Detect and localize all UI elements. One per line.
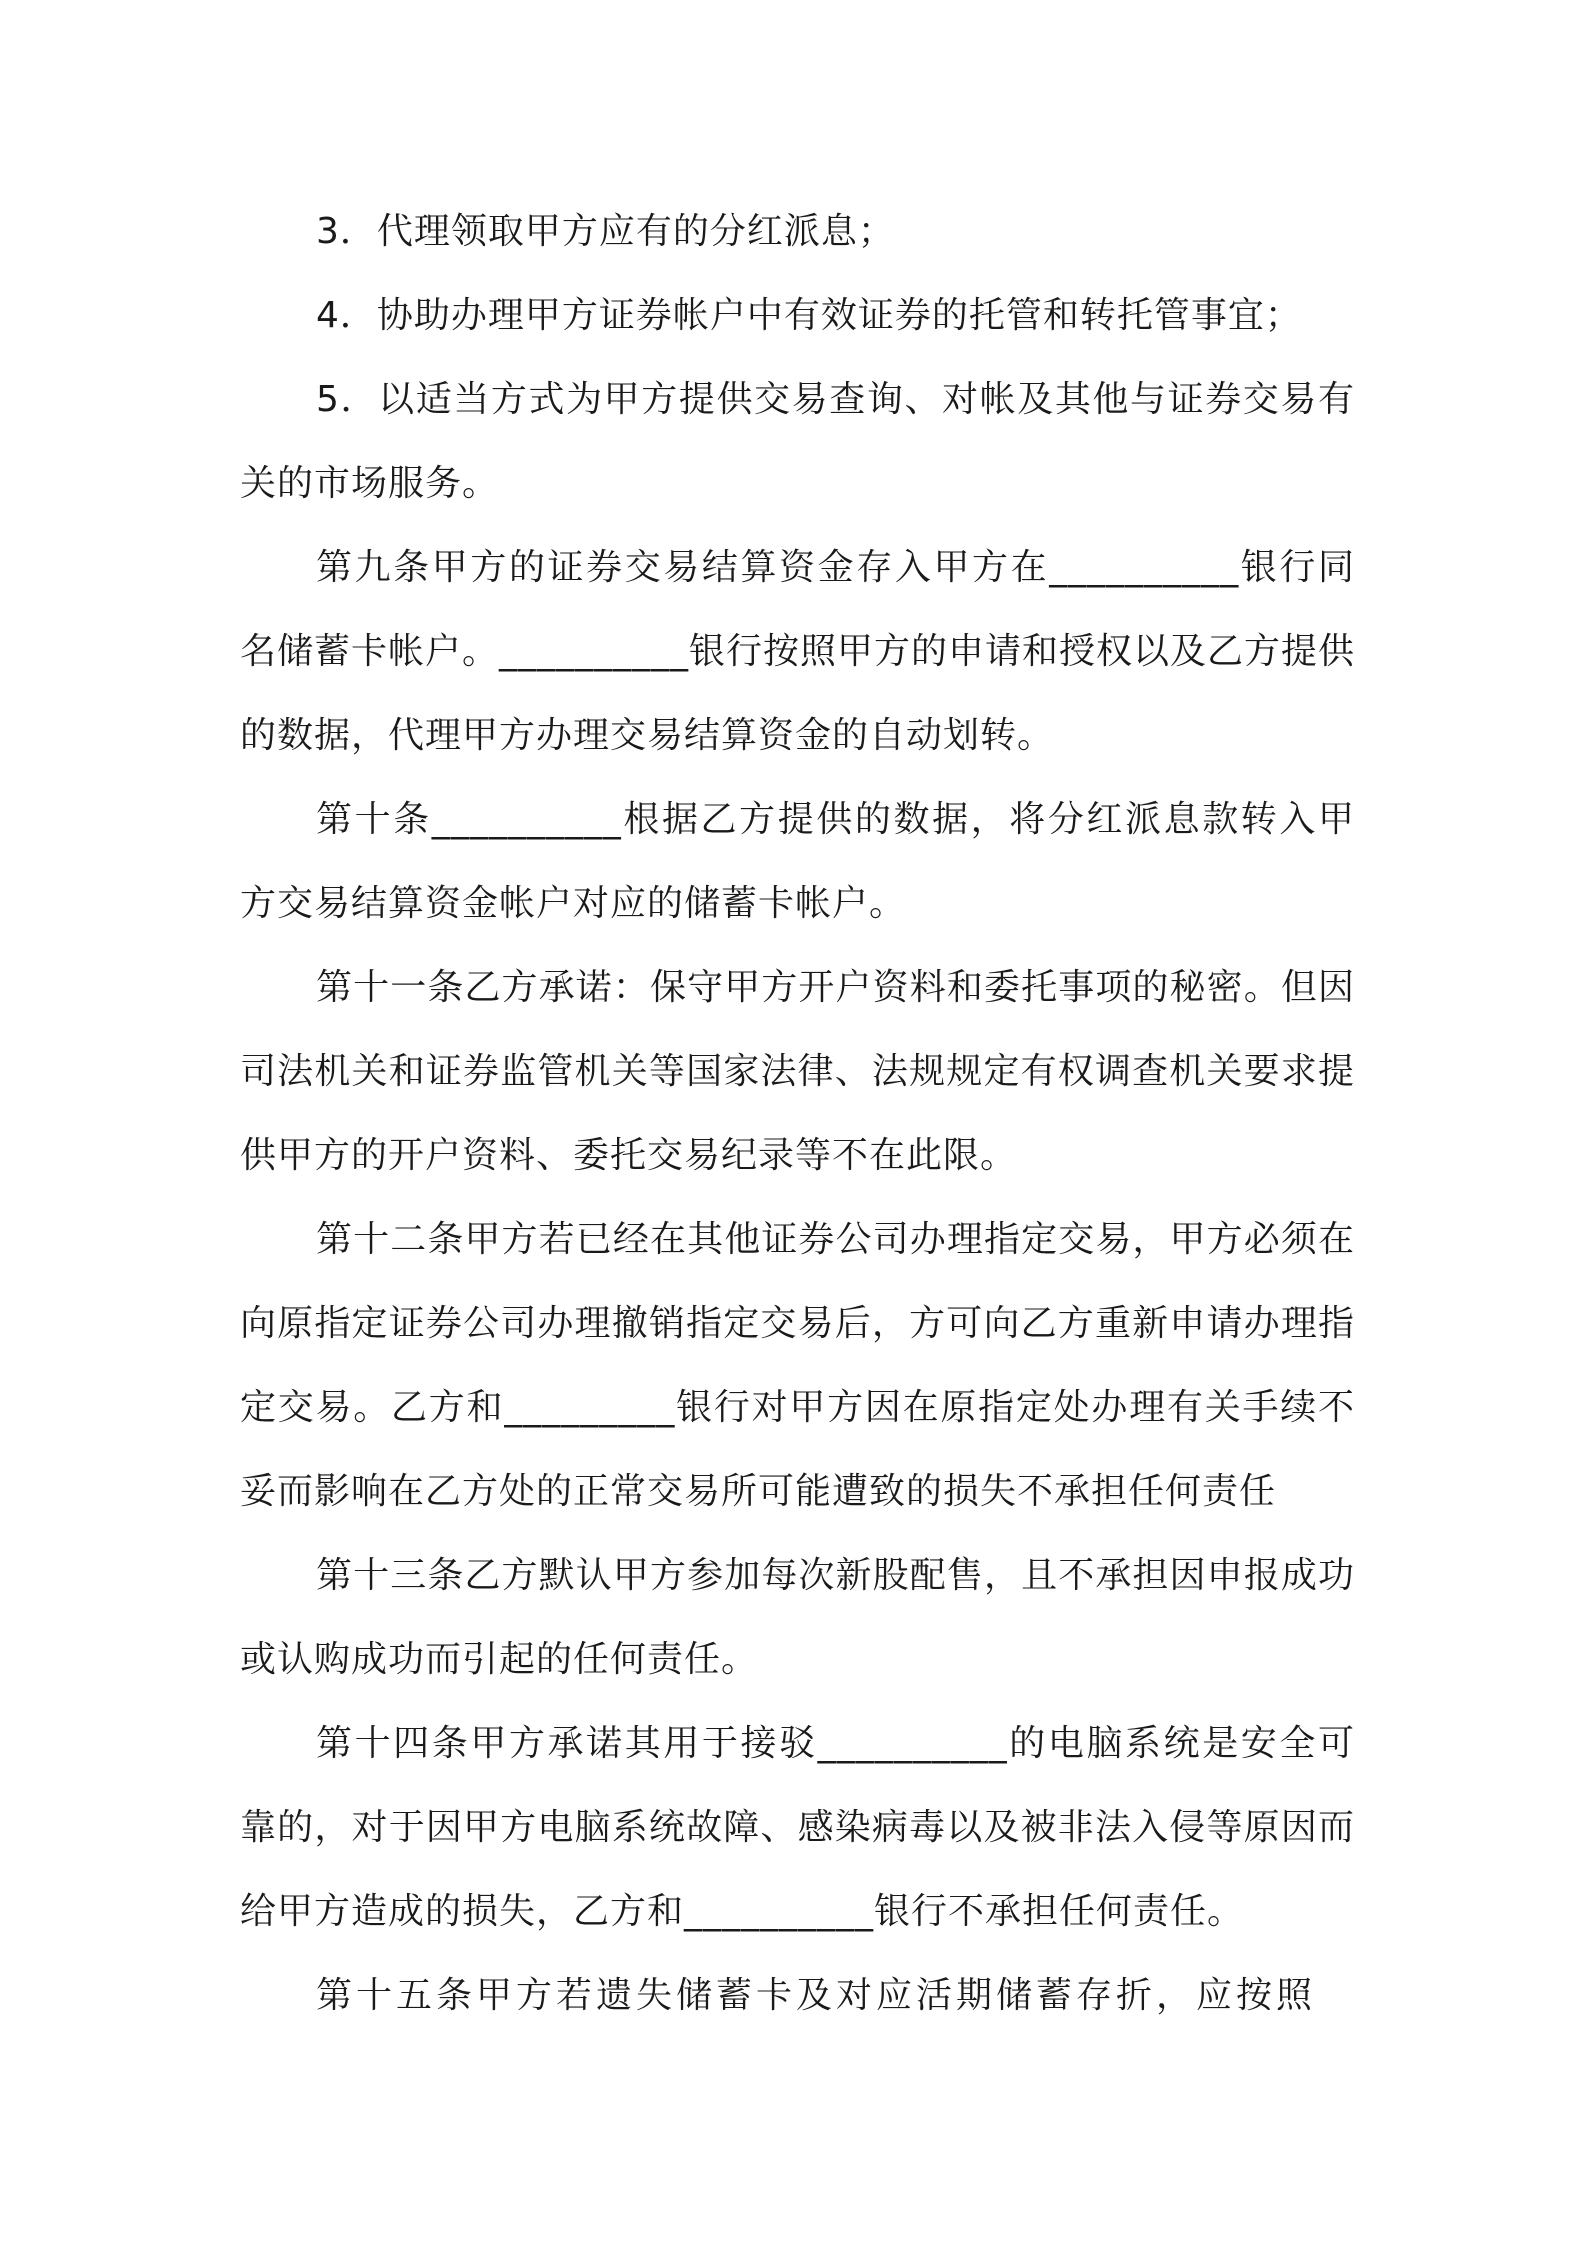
- paragraph-article-12: 第十二条甲方若已经在其他证券公司办理指定交易，甲方必须在向原指定证券公司办理撤销指定交易后，方可向乙方重新申请办理指定交易。乙方和_________银行对甲方因在原指定处办理有关手续不妥而影响在乙方处的正常交易所可能遭致的损失不承担任何责任: [240, 1219, 1355, 1512]
- paragraph-article-11: 第十一条乙方承诺：保守甲方开户资料和委托事项的秘密。但因司法机关和证券监管机关等国家法律、法规规定有权调查机关要求提供甲方的开户资料、委托交易纪录等不在此限。: [240, 967, 1355, 1176]
- paragraph-item-3: 3．代理领取甲方应有的分红派息；: [316, 211, 895, 252]
- paragraph-item-5: 5．以适当方式为甲方提供交易查询、对帐及其他与证券交易有关的市场服务。: [240, 379, 1355, 504]
- paragraph-article-14: 第十四条甲方承诺其用于接驳__________的电脑系统是安全可靠的，对于因甲方电脑系统故障、感染病毒以及被非法入侵等原因而给甲方造成的损失，乙方和__________银行不承担任何责任。: [240, 1723, 1355, 1932]
- paragraph-article-13: 第十三条乙方默认甲方参加每次新股配售，且不承担因申报成功或认购成功而引起的任何责任。: [240, 1555, 1355, 1680]
- paragraph-article-9: 第九条甲方的证券交易结算资金存入甲方在__________银行同名储蓄卡帐户。__________银行按照甲方的申请和授权以及乙方提供的数据，代理甲方办理交易结算资金的自动划转。: [240, 547, 1356, 756]
- paragraph-item-4: 4．协助办理甲方证券帐户中有效证券的托管和转托管事宜；: [316, 295, 1302, 336]
- document-body: [240, 190, 1355, 2038]
- paragraph-article-15: 第十五条甲方若遗失储蓄卡及对应活期储蓄存折，应按照: [316, 1975, 1317, 2016]
- paragraph-article-10: 第十条__________根据乙方提供的数据，将分红派息款转入甲方交易结算资金帐户对应的储蓄卡帐户。: [240, 799, 1355, 924]
